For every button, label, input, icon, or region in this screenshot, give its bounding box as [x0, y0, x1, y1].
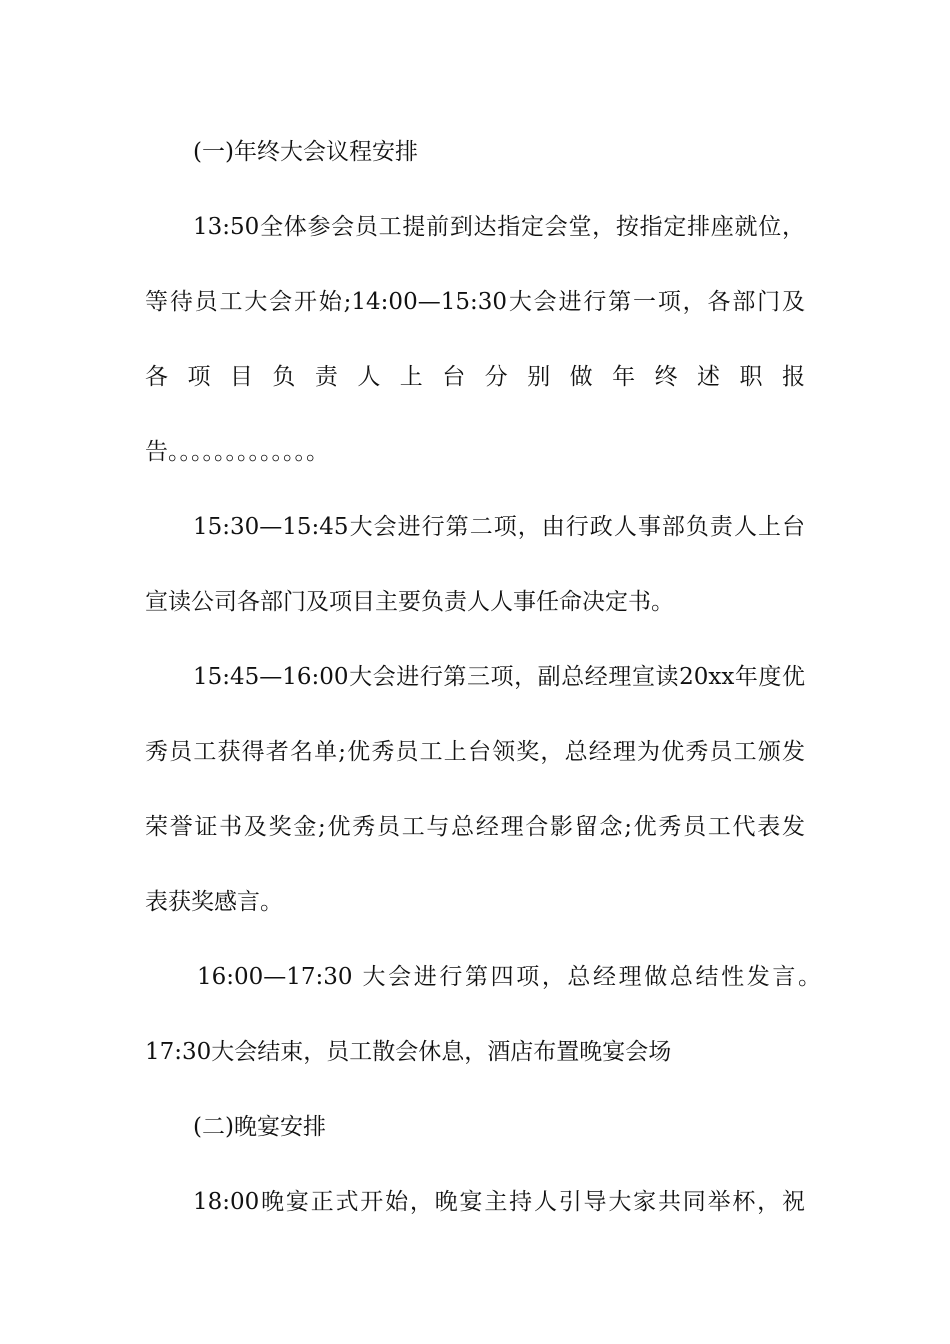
paragraph-line: 各 项 目 负 责 人 上 台 分 别 做 年 终 述 职 报 [145, 364, 805, 390]
paragraph-line: 16:00—17:30 大会进行第四项，总经理做总结性发言。 [197, 964, 821, 990]
paragraph-line: 秀员工获得者名单;优秀员工上台领奖，总经理为优秀员工颁发 [145, 739, 805, 765]
paragraph-line: 表获奖感言。 [145, 889, 283, 915]
paragraph-line: 荣誉证书及奖金;优秀员工与总经理合影留念;优秀员工代表发 [145, 814, 805, 840]
paragraph-line: 等待员工大会开始;14:00—15:30大会进行第一项，各部门及 [145, 289, 805, 315]
section-heading-banquet: (二)晚宴安排 [193, 1114, 326, 1140]
paragraph-line: 18:00晚宴正式开始，晚宴主持人引导大家共同举杯，祝 [193, 1189, 805, 1215]
paragraph-line: 15:45—16:00大会进行第三项，副总经理宣读20xx年度优 [193, 664, 805, 690]
paragraph-line: 17:30大会结束，员工散会休息，酒店布置晚宴会场 [145, 1039, 672, 1065]
paragraph-line: 宣读公司各部门及项目主要负责人人事任命决定书。 [145, 589, 674, 615]
paragraph-line: 15:30—15:45大会进行第二项，由行政人事部负责人上台 [193, 514, 805, 540]
paragraph-line: 13:50全体参会员工提前到达指定会堂，按指定排座就位， [193, 214, 805, 240]
section-heading-agenda: (一)年终大会议程安排 [193, 139, 418, 165]
paragraph-line: 告。。。。。。。。。。。。。 [145, 439, 329, 465]
